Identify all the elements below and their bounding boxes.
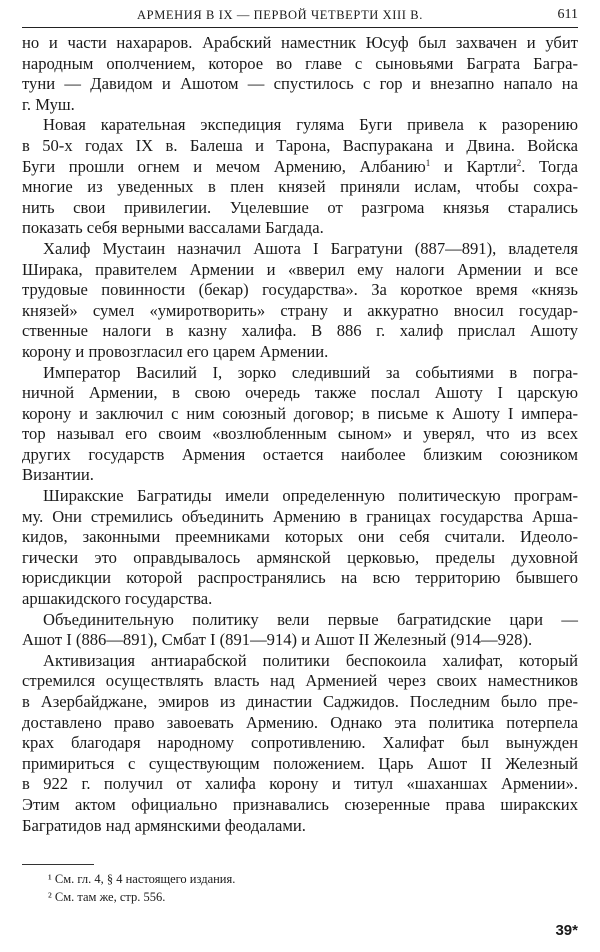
paragraph	[22, 115, 578, 239]
paragraph	[22, 33, 578, 115]
text-line: народным ополчением, которое во главе с сыновьями Баграта Багра-	[22, 53, 578, 73]
text-line: трудовые повинности (бекар) государства». За короткое время «князь	[22, 280, 578, 300]
text-line: ственные налоги в казну халифа. В 886 г. халиф прислал Ашоту	[22, 321, 578, 341]
text-line: стремился осуществлять власть над Арменией через своих наместников	[22, 671, 578, 691]
footnote-marker: 2	[516, 157, 522, 168]
text-line: князей» сумел «умиротворить» страну и аккуратно вносил государ-	[22, 300, 578, 320]
text-line: в 922 г. получил от халифа корону и титул «шаханшах Армении».	[22, 774, 578, 794]
footnote-divider	[22, 864, 94, 865]
text-line: Ширакские Багратиды имели определенную политическую програм-	[43, 486, 578, 506]
running-header	[22, 6, 578, 26]
text-line: тор называл его своим «возлюбленным сыном» и уверял, что из всех	[22, 424, 578, 444]
text-line: в Азербайджане, эмиров из династии Саджидов. Последним было пре-	[22, 692, 578, 711]
body-text	[22, 33, 578, 836]
text-line: Халиф Мустаин назначил Ашота I Багратуни (887—891), владетеля	[43, 238, 578, 258]
header-rule	[22, 27, 578, 28]
text-line: но и части нахараров. Арабский наместник Юсуф был захвачен и убит	[22, 33, 578, 52]
text-line: Этим актом официально признавались сюзеренные права ширакских	[22, 794, 578, 814]
text-line: юрисдикции которой распространялись на всю территорию бывшего	[22, 568, 578, 588]
text-line: Буги прошли огнем и мечом Армению, Албанию$^1$ и Картли$^2$. Тогда	[22, 156, 578, 176]
text-line: Император Василий I, зорко следивший за событиями в погра-	[43, 362, 578, 382]
text-line: нить свои привилегии. Уцелевшие от разгрома князья старались	[22, 197, 578, 217]
paragraph	[22, 363, 578, 487]
text-line: аршакидского государства.	[22, 589, 213, 609]
text-line: Объединительную политику вели первые багратидские цари —	[43, 609, 578, 629]
text-line: му. Они стремились объединить Армению в границах государства Арша-	[22, 506, 578, 526]
paragraph	[22, 651, 578, 836]
text-line: Активизация антиарабской политики беспокоила халифат, который	[43, 650, 578, 670]
text-line: г. Муш.	[22, 94, 75, 114]
text-line: доставлено право завоевать Армению. Однако эта политика потерпела	[22, 712, 578, 732]
footnote-1: ¹ См. гл. 4, § 4 настоящего издания.	[48, 872, 236, 886]
footnote-2: ² См. там же, стр. 556.	[48, 890, 166, 904]
footnote-marker: 1	[425, 157, 431, 168]
text-line: показать себя верными вассалами Багдада.	[22, 218, 324, 238]
paragraph	[22, 610, 578, 651]
text-line: многие из уведенных в плен князей приняли ислам, чтобы сохра-	[22, 177, 578, 197]
text-line: Новая карательная экспедиция гуляма Буги привела к разорению	[43, 115, 578, 135]
paragraph	[22, 239, 578, 363]
footnotes	[48, 870, 235, 906]
page-number: 611	[557, 7, 578, 22]
text-line: туни — Давидом и Ашотом — спустилось с гор и внезапно напало на	[22, 74, 578, 94]
text-line: кидов, законными преемниками которых они себя считали. Идеоло-	[22, 527, 578, 547]
text-line: других государств Армения остается наиболее близким союзником	[22, 444, 578, 464]
text-line: примириться с существующим положением. Царь Ашот II Железный	[22, 753, 578, 773]
signature-mark: 39*	[555, 922, 578, 939]
text-line: корону и провозгласил его царем Армении.	[22, 341, 329, 361]
running-title: АРМЕНИЯ В IX — ПЕРВОЙ ЧЕТВЕРТИ XIII В.	[137, 8, 423, 22]
text-line: ничной Армении, в свою очередь также послал Ашоту I царскую	[22, 383, 578, 403]
text-line: корону и заключил с ним союзный договор; в письме к Ашоту I импера-	[22, 403, 578, 423]
text-line: Византии.	[22, 465, 94, 485]
text-line: в 50-х годах IX в. Балеша и Тарона, Васпуракана и Двина. Войска	[22, 135, 578, 155]
text-line: Ашот I (886—891), Смбат I (891—914) и Ашот II Железный (914—928).	[22, 630, 533, 650]
text-line: Ширака, правителем Армении и «вверил ему налоги Армении и все	[22, 259, 578, 279]
text-line: Багратидов над армянскими феодалами.	[22, 815, 306, 835]
text-line: крах благодаря народному сопротивлению. Халифат был вынужден	[22, 733, 578, 753]
text-line: гически это оправдывалось армянской церковью, пределы духовной	[22, 547, 578, 567]
paragraph	[22, 486, 578, 610]
